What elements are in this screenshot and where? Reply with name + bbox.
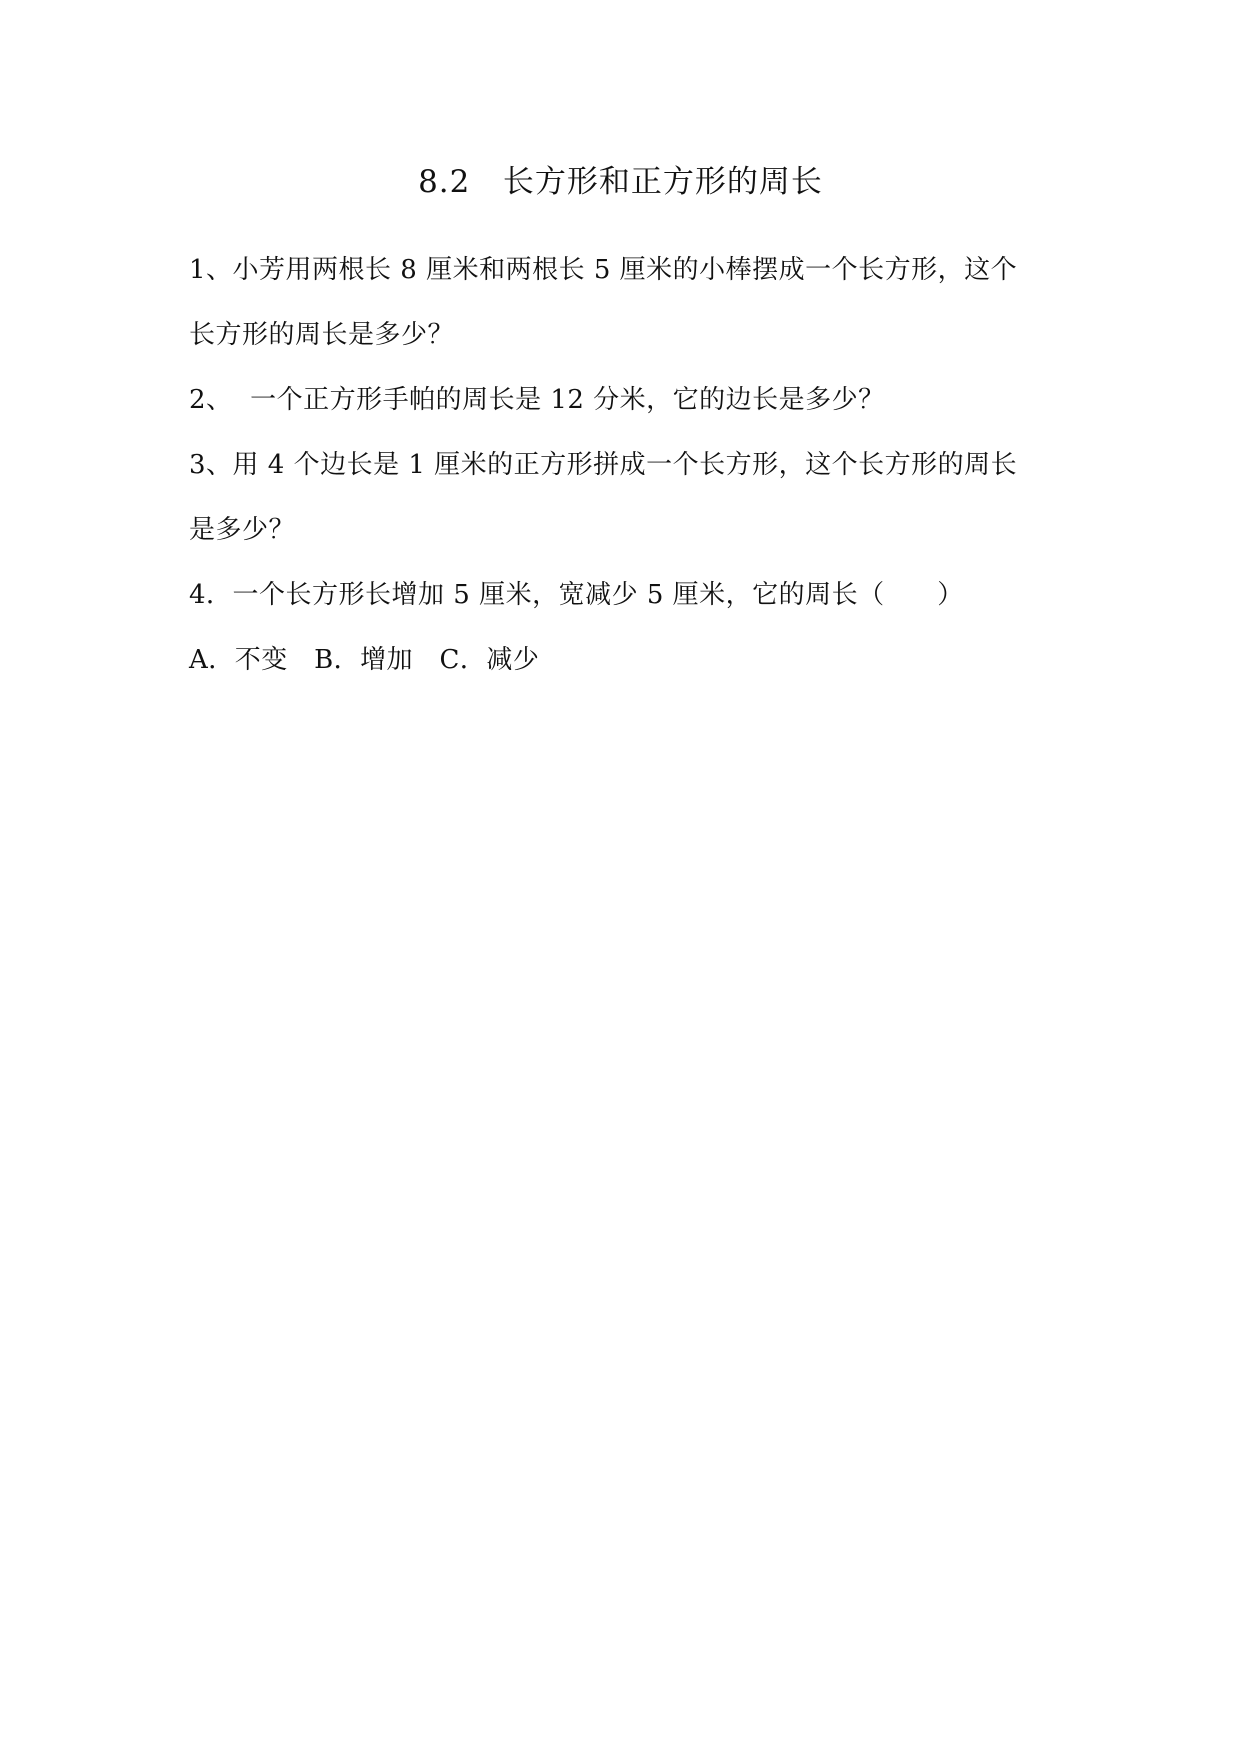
question-3-line-2: 是多少？ [189,515,296,545]
question-4-line-1: 4．一个长方形长增加 5 厘米，宽减少 5 厘米，它的周长（ ） [189,580,964,610]
question-1-line-2: 长方形的周长是多少？ [189,320,455,350]
question-3-line-1: 3、用 4 个边长是 1 厘米的正方形拼成一个长方形，这个长方形的周长 [189,450,1018,480]
document-title: 8.2 长方形和正方形的周长 [418,164,823,200]
question-1-line-1: 1、小芳用两根长 8 厘米和两根长 5 厘米的小棒摆成一个长方形，这个 [189,255,1018,285]
question-4-options: A．不变 B．增加 C．减少 [189,645,540,675]
question-2-line-1: 2、 一个正方形手帕的周长是 12 分米，它的边长是多少？ [189,385,885,415]
